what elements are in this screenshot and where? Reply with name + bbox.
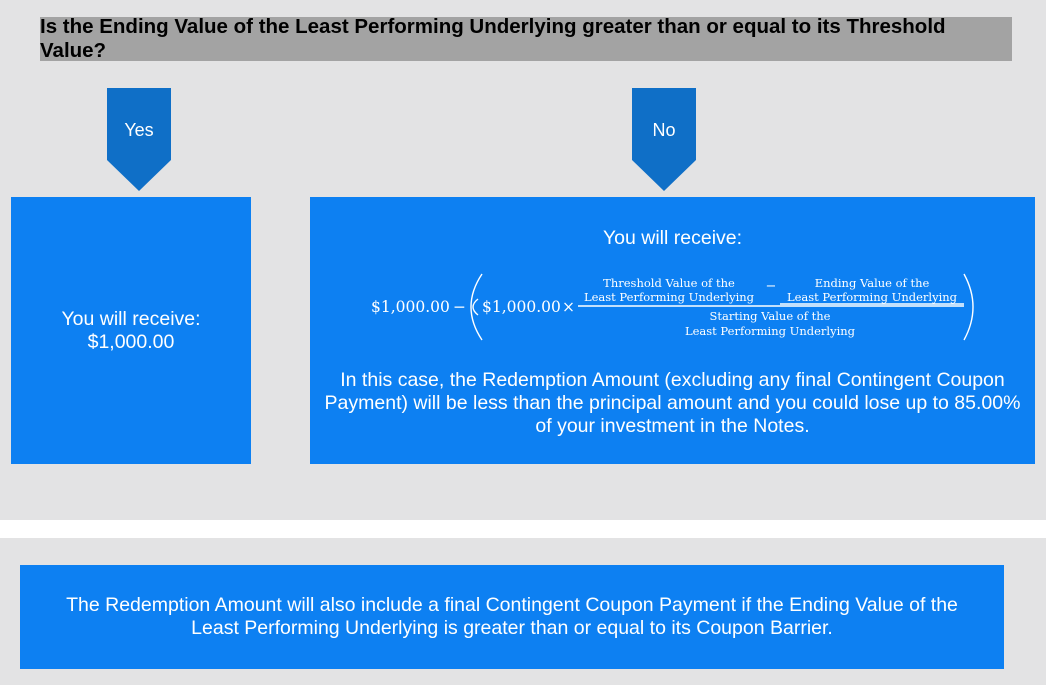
yes-receive-label: You will receive: bbox=[61, 307, 201, 330]
footer-note-box bbox=[20, 565, 1004, 669]
formula-times: × bbox=[562, 298, 575, 316]
no-arrow bbox=[632, 88, 696, 192]
yes-label: Yes bbox=[124, 120, 154, 140]
footer-note: The Redemption Amount will also include a final Contingent Coupon Payment if the Ending Value of the Least Performing Underlying is greater than or equal to its Coupon Barrier. bbox=[66, 594, 958, 639]
no-outcome-box bbox=[310, 197, 1035, 464]
no-explanation: In this case, the Redemption Amount (excluding any final Contingent Coupon Payment) will be less than the principal amount and you could lose up to 85.00% of your investment in the Notes. bbox=[324, 369, 1021, 437]
no-label: No bbox=[652, 120, 676, 140]
ending-line2: Least Performing Underlying bbox=[786, 290, 958, 304]
redemption-formula bbox=[310, 269, 1035, 345]
question-text: Is the Ending Value of the Least Performing Underlying greater than or equal to its Threshold Value? bbox=[40, 15, 946, 62]
formula-inner-minus: − bbox=[765, 279, 777, 294]
formula-minus: − bbox=[453, 298, 466, 316]
ending-line1: Ending Value of the bbox=[814, 276, 930, 290]
right-paren bbox=[964, 274, 973, 340]
small-left-paren bbox=[473, 299, 478, 315]
threshold-line2: Least Performing Underlying bbox=[583, 290, 755, 304]
threshold-line1: Threshold Value of the bbox=[603, 276, 735, 290]
formula-inner-principal: $1,000.00 bbox=[482, 298, 561, 316]
no-receive-label: You will receive: bbox=[602, 227, 743, 249]
formula-principal: $1,000.00 bbox=[371, 298, 450, 316]
question-bar bbox=[40, 17, 1012, 61]
yes-outcome-box bbox=[11, 197, 251, 464]
yes-amount: $1,000.00 bbox=[87, 330, 175, 353]
yes-arrow bbox=[107, 88, 171, 192]
starting-line2: Least Performing Underlying bbox=[684, 324, 856, 338]
starting-line1: Starting Value of the bbox=[709, 309, 831, 323]
